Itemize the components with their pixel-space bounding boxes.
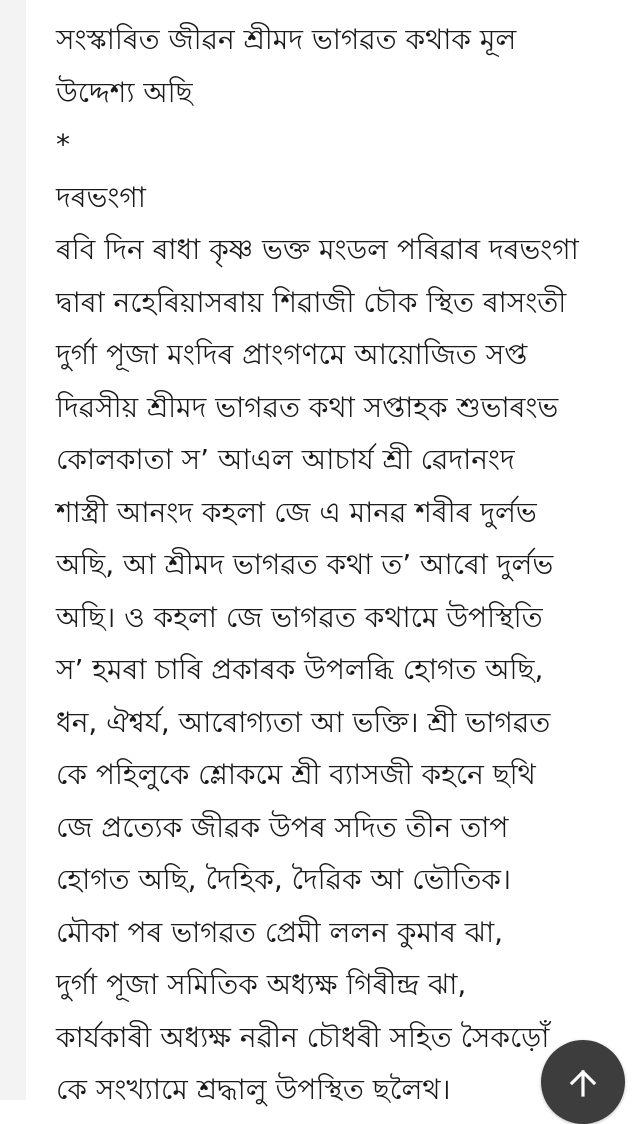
article-title-line-2: উদ্দেশ্য অছি	[56, 75, 193, 109]
paragraph-line: অছি, আ শ্ৰীমদ ভাগৱত কথা ত’ আৰো দুৰ্লভ	[56, 548, 554, 581]
arrow-up-icon	[568, 1068, 598, 1098]
paragraph-line: দিৱসীয় শ্ৰীমদ ভাগৱত কথা সপ্তাহক শুভাৰংভ	[56, 390, 559, 424]
left-margin	[0, 0, 26, 1100]
paragraph-line: কে পহিলুকে শ্লোকমে শ্ৰী ব্যাসজী কহনে ছথি	[56, 758, 536, 791]
paragraph-line: দ্বাৰা নহেৰিয়াসৰায় শিৱাজী চৌক স্থিত ৰাসংতী	[56, 285, 567, 319]
paragraph-line: ধন, ঐশ্বৰ্য, আৰোগ্যতা আ ভক্তি। শ্ৰী ভাগৱত	[56, 705, 551, 739]
paragraph-line: স’ হমৰা চাৰি প্ৰকাৰক উপলব্ধি হোগত অছি,	[56, 653, 544, 686]
article-title-line-1: সংস্কাৰিত জীৱন শ্ৰীমদ ভাগৱত কথাক মূল	[56, 23, 517, 56]
paragraph-line: কোলকাতা স’ আএল আচাৰ্য শ্ৰী ৱেদানংদ	[56, 443, 515, 476]
paragraph-line: অছি। ও কহলা জে ভাগৱত কথামে উপস্থিতি	[56, 600, 543, 634]
paragraph-line: ৰবি দিন ৰাধা কৃষ্ণ ভক্ত মংডল পৰিৱাৰ দৰভংগা	[56, 233, 579, 266]
article-body	[56, 14, 616, 1117]
separator-asterisk: *	[56, 128, 70, 161]
paragraph-line: কাৰ্যকাৰী অধ্যক্ষ নৱীন চৌধৰী সহিত সৈকড়োঁ	[56, 1020, 550, 1054]
paragraph-line: কে সংখ্যামে শ্ৰদ্ধালু উপস্থিত ছলৈথ।	[56, 1073, 451, 1106]
paragraph-line: জে প্ৰত্যেক জীৱক উপৰ সদিত তীন তাপ	[56, 810, 509, 844]
paragraph-line: হোগত অছি, দৈহিক, দৈৱিক আ ভৌতিক।	[56, 863, 511, 896]
paragraph-line: দুৰ্গা পূজা সমিতিক অধ্যক্ষ গিৰীন্দ্ৰ ঝা,	[56, 968, 467, 1001]
paragraph-line: দুৰ্গা পূজা মংদিৰ প্ৰাংগণমে আয়োজিত সপ্ত	[56, 338, 528, 371]
scroll-to-top-button[interactable]	[541, 1040, 625, 1124]
paragraph-line: শাস্ত্ৰী আনংদ কহলা জে এ মানৱ শৰীৰ দুৰ্লভ	[56, 495, 537, 529]
dateline: দৰভংগা	[56, 180, 146, 214]
paragraph-line: মৌকা পৰ ভাগৱত প্ৰেমী ললন কুমাৰ ঝা,	[56, 915, 504, 949]
